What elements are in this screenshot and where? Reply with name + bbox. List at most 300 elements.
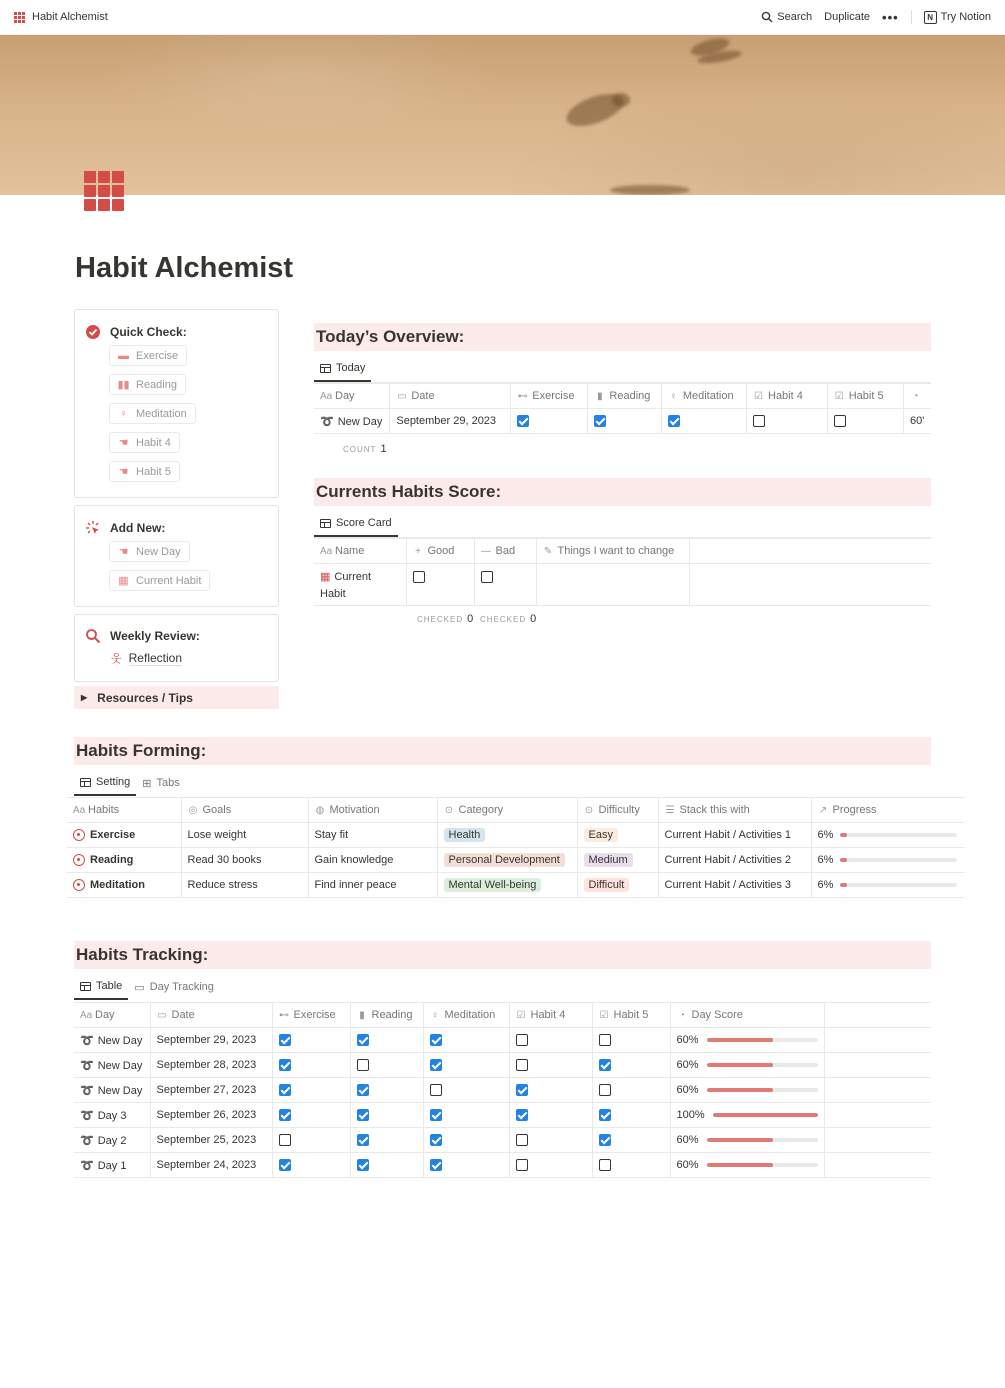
checkbox[interactable] (279, 1059, 291, 1071)
hand-icon: ☚ (118, 437, 129, 449)
day-cell[interactable] (74, 1078, 150, 1103)
day-cell[interactable] (74, 1053, 150, 1078)
stack-icon: ☰ (665, 805, 675, 816)
checkbox[interactable] (516, 1109, 528, 1121)
category-cell[interactable] (437, 873, 577, 898)
minus-icon: — (481, 546, 491, 557)
date-cell[interactable]: September 28, 2023 (150, 1053, 272, 1078)
day-score-cell[interactable] (670, 1128, 824, 1153)
column-header-habit4[interactable]: ☑ Habit 4 (747, 384, 828, 409)
day-cell[interactable] (74, 1103, 150, 1128)
try-notion-button[interactable] (924, 11, 991, 24)
column-header-category[interactable]: ⊙ Category (437, 798, 577, 823)
button-label: Habit 4 (136, 436, 171, 449)
habit5-cell[interactable] (592, 1128, 670, 1153)
day-score-bar-fill (707, 1163, 774, 1167)
table-row[interactable] (314, 564, 931, 606)
progress-cell[interactable] (811, 848, 964, 873)
book-icon: ▮ (359, 1010, 365, 1021)
tab-label: Score Card (336, 517, 392, 529)
column-header-habit5[interactable]: ☑ Habit 5 (592, 1003, 670, 1028)
quick-check-title: Quick Check: (110, 325, 187, 339)
weekly-review-callout (74, 614, 279, 682)
checkbox[interactable] (430, 1109, 442, 1121)
column-header-bad[interactable]: — Bad (474, 539, 536, 564)
progress-bar-fill (840, 883, 847, 887)
category-tag: Personal Development (444, 853, 565, 867)
column-header-good[interactable]: + Good (406, 539, 474, 564)
pencil-icon: ✎ (543, 546, 553, 557)
habit5-cell[interactable] (592, 1078, 670, 1103)
table-icon (320, 519, 331, 528)
checkbox[interactable] (430, 1134, 442, 1146)
meditation-cell[interactable] (661, 409, 746, 434)
dumbbell-icon: ▬ (118, 350, 129, 362)
add-current-habit-button[interactable] (109, 570, 210, 591)
column-header-change[interactable]: ✎ Things I want to change (536, 539, 689, 564)
more-options-button[interactable]: ••• (882, 9, 899, 25)
spiral-icon: ➰ (80, 1109, 94, 1122)
column-header-habits[interactable]: Aa Habits (67, 798, 181, 823)
progress-cell[interactable] (811, 873, 964, 898)
column-header-score[interactable] (903, 384, 931, 409)
day-cell[interactable]: ➰ New Day (314, 409, 390, 434)
breadcrumb-title[interactable]: Habit Alchemist (32, 11, 108, 23)
add-new-callout (74, 505, 279, 607)
day-name: New Day (97, 1059, 143, 1072)
hand-icon: ☚ (118, 466, 129, 478)
checkbox[interactable] (834, 415, 846, 427)
reading-cell[interactable] (350, 1078, 423, 1103)
calendar-icon: ▭ (157, 1010, 167, 1021)
calendar-icon: ▭ (134, 981, 145, 994)
target-icon (73, 829, 85, 841)
tab-label: Tabs (156, 777, 180, 789)
checkbox[interactable] (516, 1059, 528, 1071)
date-cell[interactable]: September 26, 2023 (150, 1103, 272, 1128)
name-cell[interactable]: ▦ Current Habit (314, 564, 406, 606)
stack-cell[interactable]: Current Habit / Activities 3 (658, 873, 811, 898)
day-score-bar-fill (707, 1038, 774, 1042)
column-header-motivation[interactable]: ◍ Motivation (308, 798, 437, 823)
date-cell[interactable]: September 27, 2023 (150, 1078, 272, 1103)
brick-icon: ▦ (320, 571, 331, 583)
checkbox[interactable] (599, 1059, 611, 1071)
select-icon: ⊙ (584, 805, 594, 816)
checkbox[interactable] (357, 1109, 369, 1121)
checkbox[interactable] (599, 1109, 611, 1121)
dumbbell-icon: ⊷ (517, 391, 528, 402)
day-score-bar (707, 1138, 818, 1142)
checkbox-prop-icon: ☑ (834, 391, 844, 402)
button-label: Habit 5 (136, 465, 171, 478)
book-icon: ▮▮ (117, 379, 130, 391)
habit-cell[interactable] (67, 848, 181, 873)
checkbox[interactable] (599, 1084, 611, 1096)
column-header-difficulty[interactable]: ⊙ Difficulty (577, 798, 658, 823)
checkbox[interactable] (430, 1159, 442, 1171)
goal-cell[interactable]: Lose weight (181, 823, 308, 848)
add-new-title: Add New: (110, 521, 166, 535)
spiral-icon: ➰ (80, 1159, 94, 1172)
tab-label: Setting (96, 776, 131, 788)
difficulty-cell[interactable] (577, 848, 658, 873)
gallery-icon: ⊞ (142, 777, 152, 790)
checkbox[interactable] (279, 1134, 291, 1146)
column-header-date[interactable]: ▭ Date (390, 384, 511, 409)
text-prop-icon: Aa (73, 805, 86, 816)
checkbox[interactable] (516, 1134, 528, 1146)
reading-cell[interactable] (350, 1153, 423, 1178)
motivation-cell[interactable]: Find inner peace (308, 873, 437, 898)
day-score-cell[interactable] (670, 1153, 824, 1178)
checkbox[interactable] (357, 1159, 369, 1171)
motivation-cell[interactable]: Gain knowledge (308, 848, 437, 873)
exercise-cell[interactable] (272, 1078, 350, 1103)
meditation-cell[interactable] (423, 1103, 509, 1128)
button-label: Reading (136, 378, 177, 391)
motivation-icon: ◍ (315, 805, 325, 816)
formula-icon: ◔ (912, 391, 919, 402)
checkbox[interactable] (481, 571, 493, 583)
table-row[interactable] (74, 1053, 931, 1078)
column-header-progress[interactable]: ↗ Progress (811, 798, 964, 823)
meditation-cell[interactable] (423, 1078, 509, 1103)
day-name: Day 2 (97, 1134, 127, 1147)
target-icon (73, 879, 85, 891)
column-header-meditation[interactable]: ♀ Meditation (423, 1003, 509, 1028)
progress-cell[interactable] (811, 823, 964, 848)
tab-tabs[interactable] (136, 770, 185, 796)
empty-cell (824, 1028, 931, 1053)
habit5-cell[interactable] (827, 409, 903, 434)
habit5-cell[interactable] (592, 1028, 670, 1053)
habit-cell[interactable] (67, 873, 181, 898)
column-header-habit4[interactable]: ☑ Habit 4 (509, 1003, 592, 1028)
habit4-cell[interactable] (509, 1028, 592, 1053)
select-icon: ⊙ (444, 805, 454, 816)
checkbox[interactable] (430, 1059, 442, 1071)
habit-cell[interactable] (67, 823, 181, 848)
meditation-cell[interactable] (423, 1153, 509, 1178)
day-score-bar (707, 1063, 818, 1067)
toggle-triangle-icon: ▶ (81, 693, 88, 702)
table-header-row (67, 798, 964, 823)
table-row[interactable] (67, 823, 964, 848)
checkbox[interactable] (599, 1159, 611, 1171)
top-bar (0, 0, 1005, 35)
checkbox-prop-icon: ☑ (599, 1010, 609, 1021)
table-row[interactable] (314, 409, 931, 434)
habits-score-table (314, 538, 931, 606)
tab-day-tracking[interactable] (128, 974, 220, 1000)
checkbox[interactable] (357, 1084, 369, 1096)
difficulty-tag: Difficult (584, 878, 630, 892)
table-icon (320, 364, 331, 373)
quick-check-reading-button[interactable] (109, 374, 186, 395)
habit4-cell[interactable] (509, 1153, 592, 1178)
date-cell[interactable]: September 25, 2023 (150, 1128, 272, 1153)
quick-check-habit5-button[interactable] (109, 461, 180, 482)
day-name: Day 3 (97, 1109, 127, 1122)
empty-cell (824, 1053, 931, 1078)
table-row[interactable] (74, 1128, 931, 1153)
bad-checked-calculation[interactable]: CHECKED 0 (480, 613, 537, 625)
reflection-link[interactable] (111, 650, 182, 666)
formula-icon: ◔ (678, 1010, 686, 1021)
column-header-habit5[interactable]: ☑ Habit 5 (827, 384, 903, 409)
resources-toggle[interactable] (74, 686, 279, 709)
notion-logo-icon: N (924, 11, 937, 24)
calendar-icon: ▭ (397, 391, 407, 402)
checkbox[interactable] (517, 415, 529, 427)
target-icon: ◎ (188, 805, 198, 816)
column-header-reading[interactable]: ▮ Reading (588, 384, 661, 409)
meditation-icon: ♀ (119, 408, 128, 420)
column-header-exercise[interactable]: ⊷ Exercise (272, 1003, 350, 1028)
progress-bar (840, 883, 957, 887)
day-score-value: 100% (676, 1109, 705, 1121)
category-cell[interactable] (437, 848, 577, 873)
difficulty-tag: Medium (584, 853, 633, 867)
progress-value: 6% (817, 854, 834, 866)
todays-overview-table (314, 383, 931, 434)
checkbox[interactable] (668, 415, 680, 427)
difficulty-cell[interactable] (577, 873, 658, 898)
meditation-cell[interactable] (423, 1128, 509, 1153)
checkbox[interactable] (413, 571, 425, 583)
habit4-cell[interactable] (509, 1078, 592, 1103)
column-header-name[interactable]: Aa Name (314, 539, 406, 564)
resources-label: Resources / Tips (97, 690, 193, 705)
dumbbell-icon: ⊷ (279, 1010, 289, 1021)
checkbox[interactable] (599, 1034, 611, 1046)
search-label: Search (777, 11, 813, 23)
checkbox[interactable] (594, 415, 606, 427)
checkbox[interactable] (357, 1134, 369, 1146)
day-score-cell[interactable] (670, 1078, 824, 1103)
column-header-exercise[interactable]: ⊷ Exercise (511, 384, 588, 409)
quick-check-meditation-button[interactable] (109, 403, 196, 424)
exercise-cell[interactable] (272, 1128, 350, 1153)
spiral-icon: ➰ (80, 1084, 94, 1097)
meditation-icon: ♀ (669, 391, 678, 402)
column-header-goals[interactable]: ◎ Goals (181, 798, 308, 823)
spiral-icon: ➰ (80, 1134, 94, 1147)
tab-label: Table (96, 980, 123, 992)
target-icon (73, 854, 85, 866)
tab-label: Day Tracking (149, 981, 214, 993)
habit-name: Reading (90, 853, 134, 866)
column-header-stack[interactable]: ☰ Stack this with (658, 798, 811, 823)
brick-icon: ▦ (118, 575, 129, 587)
column-header-empty (689, 539, 931, 564)
date-cell[interactable]: September 24, 2023 (150, 1153, 272, 1178)
button-label: Meditation (136, 407, 187, 420)
motivation-cell[interactable]: Stay fit (308, 823, 437, 848)
day-score-value: 60% (676, 1134, 699, 1146)
column-header-date[interactable]: ▭ Date (150, 1003, 272, 1028)
progress-value: 6% (817, 879, 834, 891)
table-icon (80, 778, 91, 787)
habits-forming-tabs (74, 770, 186, 796)
check-circle-icon (85, 324, 101, 340)
habit-name: Meditation (90, 878, 145, 891)
day-name: New Day (97, 1034, 143, 1047)
meditation-cell[interactable] (423, 1028, 509, 1053)
column-header-day-score[interactable]: ◔ Day Score (670, 1003, 824, 1028)
tab-setting[interactable] (74, 770, 136, 796)
tab-table[interactable] (74, 974, 128, 1000)
column-header-day[interactable]: Aa Day (314, 384, 390, 409)
spiral-icon: ➰ (80, 1059, 94, 1072)
quick-check-exercise-button[interactable] (109, 345, 187, 366)
habit4-cell[interactable] (509, 1103, 592, 1128)
progress-bar (840, 858, 957, 862)
habit5-cell[interactable] (592, 1103, 670, 1128)
checkbox-prop-icon: ☑ (516, 1010, 526, 1021)
goal-cell[interactable]: Read 30 books (181, 848, 308, 873)
todays-overview-heading: Today’s Overview: (314, 323, 931, 351)
day-score-value: 60% (676, 1059, 699, 1071)
day-score-bar-fill (713, 1113, 818, 1117)
day-score-cell[interactable] (670, 1028, 824, 1053)
category-cell[interactable] (437, 823, 577, 848)
habits-score-heading: Currents Habits Score: (314, 478, 931, 506)
habit-name: Exercise (90, 828, 136, 841)
checkbox[interactable] (430, 1084, 442, 1096)
bad-cell[interactable] (474, 564, 536, 606)
text-prop-icon: Aa (320, 391, 333, 402)
checkbox[interactable] (516, 1159, 528, 1171)
exercise-cell[interactable] (511, 409, 588, 434)
day-score-bar-fill (707, 1088, 774, 1092)
checkbox[interactable] (753, 415, 765, 427)
meditation-cell[interactable] (423, 1053, 509, 1078)
tab-today[interactable] (314, 356, 371, 382)
day-score-bar (707, 1163, 818, 1167)
day-score-cell[interactable] (670, 1053, 824, 1078)
count-calculation[interactable]: COUNT 1 (343, 443, 387, 455)
search-button[interactable] (761, 11, 812, 23)
reading-cell[interactable] (350, 1028, 423, 1053)
checkbox[interactable] (279, 1159, 291, 1171)
habit5-cell[interactable] (592, 1153, 670, 1178)
stack-cell[interactable]: Current Habit / Activities 1 (658, 823, 811, 848)
day-cell[interactable] (74, 1128, 150, 1153)
tab-score-card[interactable] (314, 511, 398, 537)
add-new-day-button[interactable] (109, 541, 190, 562)
empty-cell (689, 564, 931, 606)
habits-tracking-table (74, 1002, 931, 1178)
chart-icon: ↗ (818, 805, 828, 816)
reading-cell[interactable] (350, 1103, 423, 1128)
date-cell[interactable]: September 29, 2023 (390, 409, 511, 434)
exercise-cell[interactable] (272, 1028, 350, 1053)
quick-check-habit4-button[interactable] (109, 432, 180, 453)
plus-icon: + (415, 546, 421, 557)
day-name: New Day (97, 1084, 143, 1097)
table-row[interactable] (74, 1153, 931, 1178)
column-header-day[interactable]: Aa Day (74, 1003, 150, 1028)
table-row[interactable] (67, 873, 964, 898)
search-icon (761, 11, 773, 23)
habit5-cell[interactable] (592, 1053, 670, 1078)
magnifier-icon (85, 628, 101, 644)
habits-forming-heading: Habits Forming: (74, 737, 931, 765)
text-prop-icon: Aa (320, 546, 333, 557)
reading-cell[interactable] (350, 1053, 423, 1078)
checkbox[interactable] (516, 1084, 528, 1096)
exercise-cell[interactable] (272, 1103, 350, 1128)
table-row[interactable] (74, 1078, 931, 1103)
table-row[interactable] (74, 1028, 931, 1053)
day-cell[interactable] (74, 1028, 150, 1053)
habit4-cell[interactable] (509, 1053, 592, 1078)
habit4-cell[interactable] (509, 1128, 592, 1153)
day-score-cell[interactable] (670, 1103, 824, 1128)
reflection-person-icon: 웃 (111, 653, 122, 665)
weekly-review-title: Weekly Review: (110, 629, 200, 643)
good-checked-calculation[interactable]: CHECKED 0 (417, 613, 474, 625)
table-row[interactable] (74, 1103, 931, 1128)
progress-bar (840, 833, 957, 837)
reading-cell[interactable] (588, 409, 661, 434)
text-prop-icon: Aa (80, 1010, 93, 1021)
goal-cell[interactable]: Reduce stress (181, 873, 308, 898)
checkbox[interactable] (279, 1109, 291, 1121)
date-cell[interactable]: September 29, 2023 (150, 1028, 272, 1053)
try-notion-label: Try Notion (940, 11, 991, 23)
day-cell[interactable] (74, 1153, 150, 1178)
checkbox-prop-icon: ☑ (754, 391, 763, 402)
day-score-bar-fill (707, 1063, 774, 1067)
column-header-reading[interactable]: ▮ Reading (350, 1003, 423, 1028)
habits-forming-table (67, 797, 964, 898)
habit4-cell[interactable] (747, 409, 828, 434)
quick-check-callout (74, 309, 279, 498)
checkbox[interactable] (357, 1059, 369, 1071)
checkbox[interactable] (599, 1134, 611, 1146)
page-icon[interactable] (84, 171, 124, 211)
column-header-meditation[interactable]: ♀ Meditation (661, 384, 746, 409)
sparkle-click-icon (85, 520, 101, 536)
topbar-divider (911, 10, 912, 24)
exercise-cell[interactable] (272, 1153, 350, 1178)
exercise-cell[interactable] (272, 1053, 350, 1078)
checkbox[interactable] (430, 1034, 442, 1046)
table-row[interactable] (67, 848, 964, 873)
change-cell[interactable] (536, 564, 689, 606)
column-header-empty (824, 1003, 931, 1028)
progress-bar-fill (840, 858, 847, 862)
day-score-bar (707, 1038, 818, 1042)
checkbox[interactable] (357, 1034, 369, 1046)
stack-cell[interactable]: Current Habit / Activities 2 (658, 848, 811, 873)
checkbox[interactable] (279, 1084, 291, 1096)
score-cell[interactable]: 60' (903, 409, 931, 434)
duplicate-button[interactable]: Duplicate (824, 11, 871, 23)
empty-cell (824, 1153, 931, 1178)
checkbox[interactable] (279, 1034, 291, 1046)
day-score-bar-fill (707, 1138, 774, 1142)
checkbox[interactable] (516, 1034, 528, 1046)
good-cell[interactable] (406, 564, 474, 606)
reading-cell[interactable] (350, 1128, 423, 1153)
difficulty-cell[interactable] (577, 823, 658, 848)
day-score-bar (713, 1113, 818, 1117)
book-icon: ▮ (597, 391, 603, 402)
